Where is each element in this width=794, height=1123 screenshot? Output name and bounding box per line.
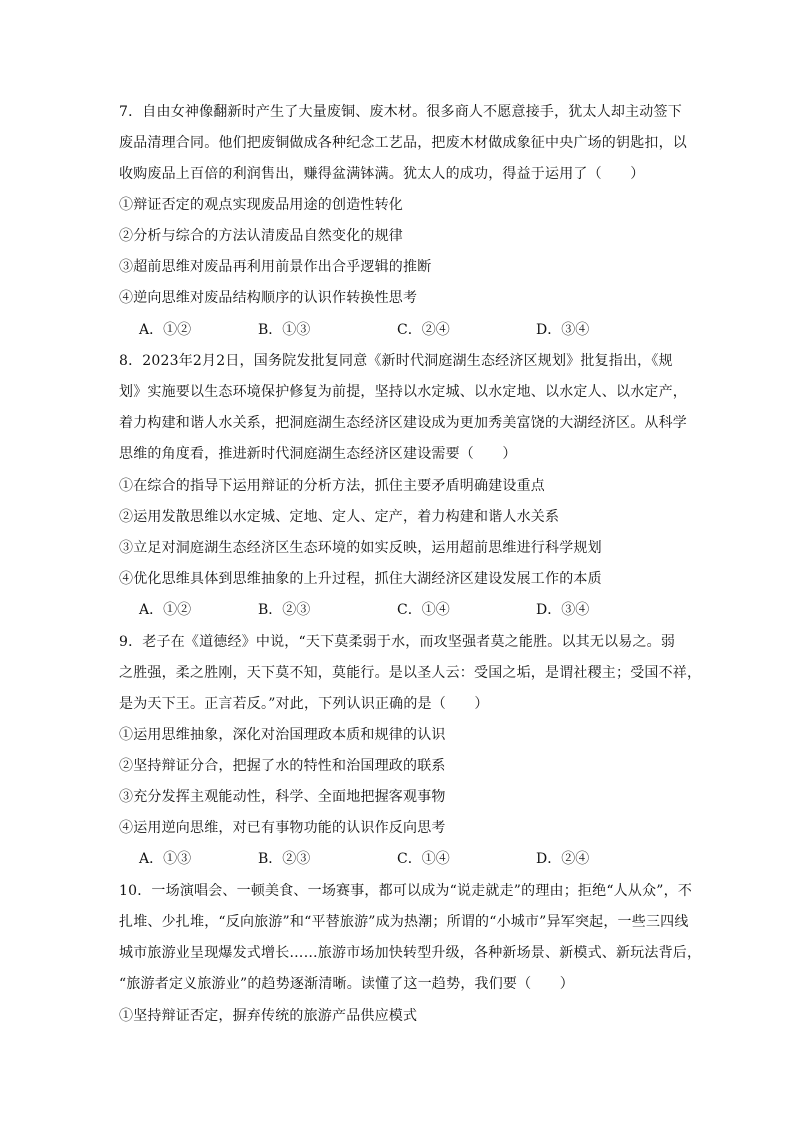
question-9-option-2: ②坚持辩证分合，把握了水的特性和治国理政的联系 bbox=[119, 758, 446, 774]
question-8-option-2: ②运用发散思维以水定城、定地、定人、定产，着力构建和谐人水关系 bbox=[119, 509, 560, 525]
question-7-stem-line-3: 收购废品上百倍的利润售出，赚得盆满钵满。犹太人的成功，得益于运用了（ ） bbox=[119, 166, 645, 182]
question-10-stem-line-3: 城市旅游业呈现爆发式增长……旅游市场加快转型升级，各种新场景、新模式、新玩法背后， bbox=[119, 945, 702, 961]
question-8-stem-line-4: 思维的角度看，推进新时代洞庭湖生态经济区建设需要（ ） bbox=[119, 446, 517, 462]
question-7-choice-a: A．①② bbox=[139, 322, 192, 338]
question-7-choices bbox=[139, 320, 699, 340]
question-7-choice-c: C．②④ bbox=[397, 322, 450, 338]
question-9-stem-line-3: 是为天下王。正言若反。”对此，下列认识正确的是（ ） bbox=[119, 696, 489, 712]
question-8-choice-b: B．②③ bbox=[258, 602, 311, 618]
question-8-option-3: ③立足对洞庭湖生态经济区生态环境的如实反映，运用超前思维进行科学规划 bbox=[119, 540, 602, 556]
question-7-option-1: ①辩证否定的观点实现废品用途的创造性转化 bbox=[119, 197, 403, 213]
question-7-option-4: ④逆向思维对废品结构顺序的认识作转换性思考 bbox=[119, 290, 418, 306]
question-7-option-2: ②分析与综合的方法认清废品自然变化的规律 bbox=[119, 228, 403, 244]
question-10-stem-line-2: 扎堆、少扎堆，“反向旅游”和“平替旅游”成为热潮；所谓的“小城市”异军突起，一些三四线 bbox=[119, 914, 689, 930]
question-9-stem-line-2: 之胜强，柔之胜刚，天下莫不知，莫能行。是以圣人云：受国之垢，是谓社稷主；受国不祥， bbox=[119, 665, 702, 681]
question-10-option-1: ①坚持辩证否定，摒弃传统的旅游产品供应模式 bbox=[119, 1008, 418, 1024]
question-8-stem-line-2: 划》实施要以生态环境保护修复为前提，坚持以水定城、以水定地、以水定人、以水定产， bbox=[119, 384, 687, 400]
question-7-choice-b: B．①③ bbox=[258, 322, 311, 338]
question-8-option-1: ①在综合的指导下运用辩证的分析方法，抓住主要矛盾明确建设重点 bbox=[119, 478, 545, 494]
question-9-choice-a: A．①③ bbox=[139, 851, 192, 867]
question-9-option-4: ④运用逆向思维，对已有事物功能的认识作反向思考 bbox=[119, 820, 446, 836]
question-8-stem-line-3: 着力构建和谐人水关系，把洞庭湖生态经济区建设成为更加秀美富饶的大湖经济区。从科学 bbox=[119, 415, 687, 431]
question-9-choice-d: D．②④ bbox=[536, 851, 590, 867]
question-10-stem-line-4: “旅游者定义旅游业”的趋势逐渐清晰。读懂了这一趋势，我们要（ ） bbox=[119, 976, 574, 992]
question-7-stem-line-1: 7．自由女神像翻新时产生了大量废铜、废木材。很多商人不愿意接手，犹太人却主动签下 bbox=[119, 104, 682, 120]
question-9-choice-c: C．①④ bbox=[397, 851, 450, 867]
question-8-option-4: ④优化思维具体到思维抽象的上升过程，抓住大湖经济区建设发展工作的本质 bbox=[119, 571, 602, 587]
question-8-choice-d: D．③④ bbox=[536, 602, 590, 618]
question-9-option-3: ③充分发挥主观能动性，科学、全面地把握客观事物 bbox=[119, 789, 446, 805]
question-8-stem-line-1: 8．2023年2月2日，国务院发批复同意《新时代洞庭湖生态经济区规划》批复指出，《规 bbox=[119, 353, 673, 369]
question-7-stem-line-2: 废品清理合同。他们把废铜做成各种纪念工艺品，把废木材做成象征中央广场的钥匙扣，以 bbox=[119, 135, 687, 151]
question-9-option-1: ①运用思维抽象，深化对治国理政本质和规律的认识 bbox=[119, 727, 446, 743]
question-10-stem-line-1: 10．一场演唱会、一顿美食、一场赛事，都可以成为“说走就走”的理由；拒绝“人从众”，不 bbox=[119, 883, 693, 899]
question-8-choice-c: C．①④ bbox=[397, 602, 450, 618]
question-9-choices bbox=[139, 849, 699, 869]
question-9-stem-line-1: 9．老子在《道德经》中说，“天下莫柔弱于水，而攻坚强者莫之能胜。以其无以易之。弱 bbox=[119, 634, 676, 650]
question-7-choice-d: D．③④ bbox=[536, 322, 590, 338]
question-7-option-3: ③超前思维对废品再利用前景作出合乎逻辑的推断 bbox=[119, 259, 432, 275]
question-8-choices bbox=[139, 600, 699, 620]
question-9-choice-b: B．②③ bbox=[258, 851, 311, 867]
question-8-choice-a: A．①② bbox=[139, 602, 192, 618]
